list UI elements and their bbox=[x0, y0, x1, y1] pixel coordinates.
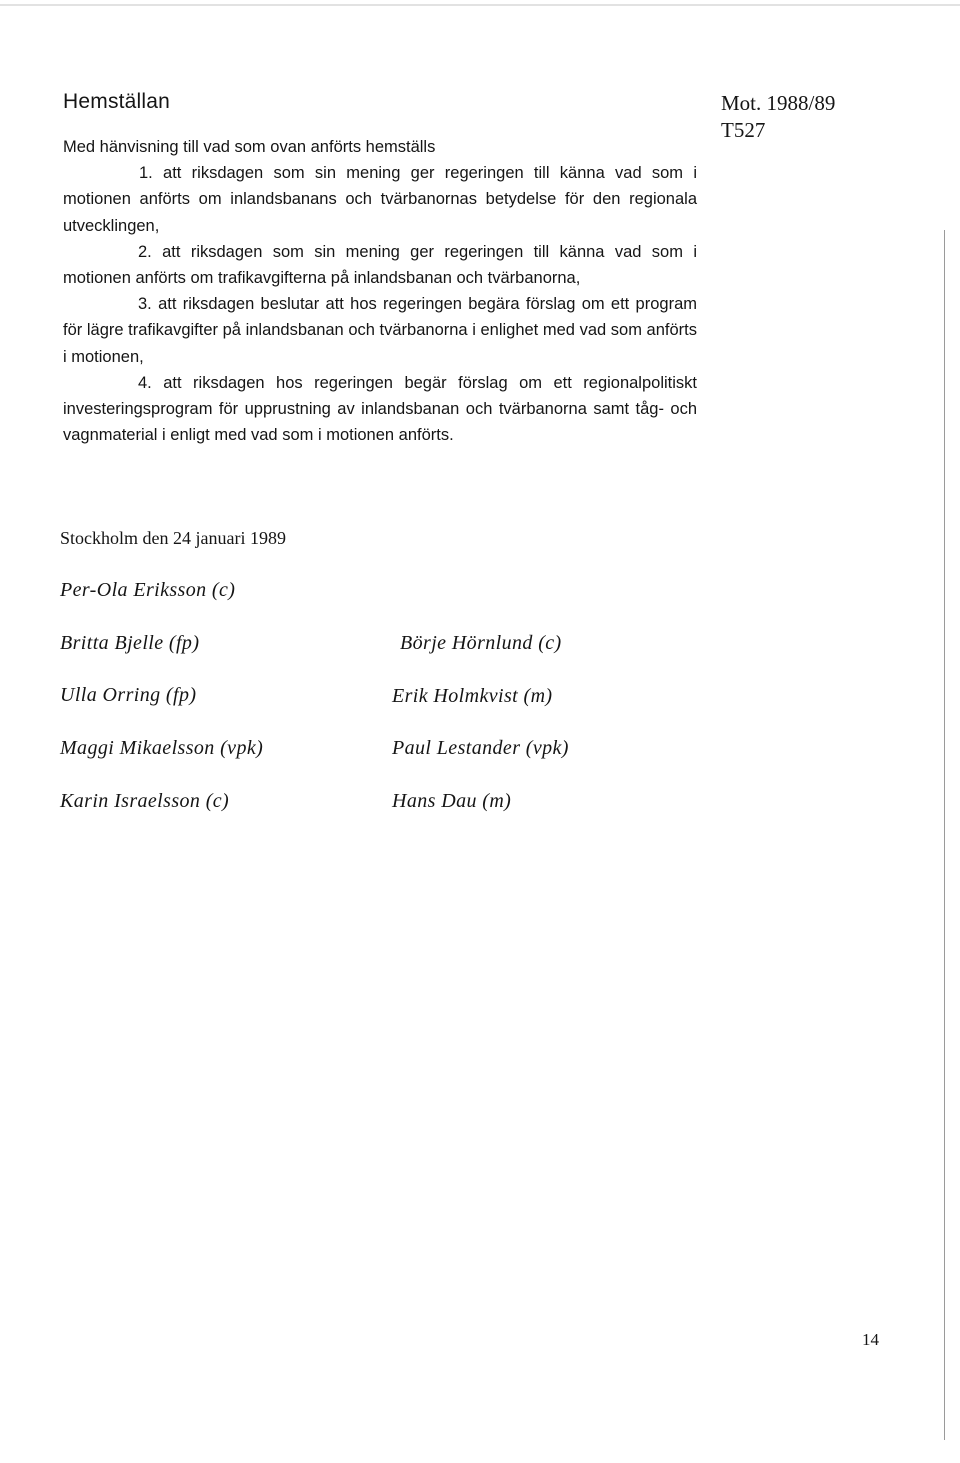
signature: Hans Dau (m) bbox=[392, 790, 512, 812]
motion-reference-number: T527 bbox=[721, 118, 766, 142]
motion-reference-session: Mot. 1988/89 bbox=[721, 91, 836, 115]
signature: Maggi Mikaelsson (vpk) bbox=[60, 737, 264, 759]
clause-text: att riksdagen beslutar att hos regeringen begära förslag om ett program för lägre trafikavgifter på inlandsbanan och tvärbanorna i enlighet med vad som anförts i motionen, bbox=[63, 295, 697, 366]
clause-text: att riksdagen som sin mening ger regeringen till känna vad som i motionen anförts om trafikavgifterna på inlandsbanan och tvärbanorna, bbox=[63, 242, 697, 288]
request-body bbox=[63, 134, 697, 448]
scan-margin-line bbox=[944, 230, 945, 1440]
request-clause-3 bbox=[63, 291, 697, 370]
page-number: 14 bbox=[862, 1330, 879, 1349]
signature: Britta Bjelle (fp) bbox=[60, 632, 200, 654]
signature: Per-Ola Eriksson (c) bbox=[60, 579, 236, 601]
clause-text: att riksdagen som sin mening ger regeringen till känna vad som i motionen anförts om inlandsbanans och tvärbanornas betydelse för den regionala utvecklingen, bbox=[63, 164, 697, 235]
section-heading: Hemställan bbox=[63, 90, 171, 113]
place-and-date: Stockholm den 24 januari 1989 bbox=[60, 528, 286, 548]
clause-number: 4. bbox=[138, 373, 152, 392]
scan-top-edge bbox=[0, 4, 960, 6]
request-clause-4 bbox=[63, 370, 697, 449]
motion-reference bbox=[721, 90, 835, 144]
clause-number: 1. bbox=[139, 164, 153, 183]
signature: Ulla Orring (fp) bbox=[60, 684, 197, 706]
request-clause-2 bbox=[63, 239, 697, 291]
signature: Karin Israelsson (c) bbox=[60, 790, 230, 812]
clause-number: 2. bbox=[138, 242, 152, 261]
request-clause-1 bbox=[63, 160, 697, 239]
signature: Börje Hörnlund (c) bbox=[400, 632, 562, 654]
clause-text: att riksdagen hos regeringen begär förslag om ett regionalpolitiskt investeringsprogram för upprustning av inlandsbanan och tvärbanorna samt tåg- och vagnmaterial i enligt med vad som i motionen anförts. bbox=[63, 373, 697, 445]
request-intro: Med hänvisning till vad som ovan anförts hemställs bbox=[63, 138, 436, 156]
signature: Erik Holmkvist (m) bbox=[392, 685, 553, 707]
signature: Paul Lestander (vpk) bbox=[392, 737, 569, 759]
clause-number: 3. bbox=[138, 295, 152, 314]
